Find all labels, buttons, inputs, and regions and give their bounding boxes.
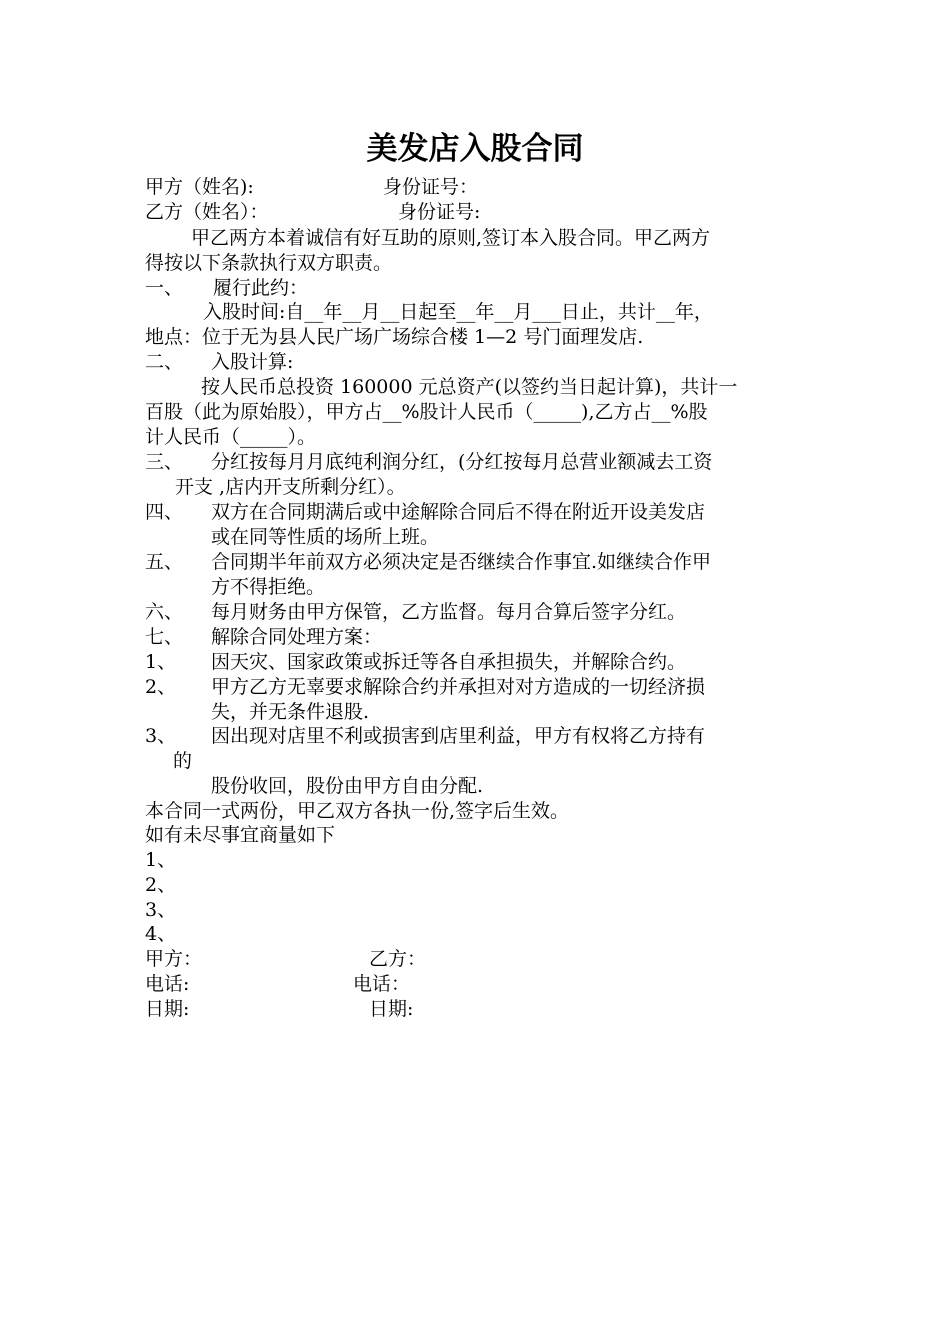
blank-item-2: 2、 bbox=[145, 874, 177, 896]
section-6-line-1: 每月财务由甲方保管，乙方监督。每月合算后签字分红。 bbox=[211, 601, 687, 623]
section-1-title: 履行此约： bbox=[213, 277, 309, 299]
section-1-time: 入股时间:自__年__月__日起至__年__月___日止，共计__年， bbox=[203, 301, 713, 323]
section-2-title: 入股计算: bbox=[211, 351, 294, 373]
party-a-name-label: 甲方（姓名): bbox=[145, 176, 254, 198]
phone-label-left: 电话: bbox=[145, 973, 190, 995]
section-2-number: 二、 bbox=[145, 351, 184, 373]
signature-party-b: 乙方： bbox=[369, 948, 427, 970]
item-3-line-2: 的 bbox=[173, 750, 193, 772]
section-3-number: 三、 bbox=[145, 451, 184, 473]
item-2-number: 2、 bbox=[145, 676, 177, 698]
item-1-line-1: 因天灾、国家政策或拆迁等各自承担损失，并解除合约。 bbox=[211, 651, 687, 673]
section-4-line-2: 或在同等性质的场所上班。 bbox=[211, 526, 440, 548]
item-2-line-2: 失，并无条件退股. bbox=[211, 701, 370, 723]
date-label-right: 日期: bbox=[369, 998, 414, 1020]
section-4-line-1: 双方在合同期满后或中途解除合同后不得在附近开设美发店 bbox=[211, 501, 706, 523]
item-1-number: 1、 bbox=[145, 651, 177, 673]
section-5-line-1: 合同期半年前双方必须决定是否继续合作事宜.如继续合作甲 bbox=[211, 551, 712, 573]
section-1-place: 地点：位于无为县人民广场广场综合楼 1—2 号门面理发店. bbox=[145, 326, 644, 348]
blank-item-1: 1、 bbox=[145, 849, 177, 871]
section-7-title: 解除合同处理方案： bbox=[211, 626, 383, 648]
closing-line-2: 如有未尽事宜商量如下 bbox=[145, 824, 336, 846]
section-6-number: 六、 bbox=[145, 601, 184, 623]
intro-line-1: 甲乙两方本着诚信有好互助的原则,签订本入股合同。甲乙两方 bbox=[191, 227, 711, 249]
party-b-id-label: 身份证号: bbox=[398, 201, 481, 223]
blank-item-3: 3、 bbox=[145, 899, 177, 921]
signature-party-a: 甲方： bbox=[145, 948, 203, 970]
item-3-line-3: 股份收回，股份由甲方自由分配. bbox=[211, 775, 484, 797]
party-b-name-label: 乙方（姓名）： bbox=[145, 201, 269, 223]
section-4-number: 四、 bbox=[145, 501, 184, 523]
section-2-line-2: 百股（此为原始股），甲方占__%股计人民币（_____),乙方占__%股 bbox=[145, 401, 708, 423]
section-3-line-2: 开支 ,店内开支所剩分红）。 bbox=[175, 476, 406, 498]
item-3-number: 3、 bbox=[145, 725, 177, 747]
section-7-number: 七、 bbox=[145, 626, 184, 648]
blank-item-4: 4、 bbox=[145, 923, 177, 945]
item-3-line-1: 因出现对店里不利或损害到店里利益，甲方有权将乙方持有 bbox=[211, 725, 706, 747]
section-3-line-1: 分红按每月月底纯利润分红，(分红按每月总营业额减去工资 bbox=[211, 451, 713, 473]
section-2-line-1: 按人民币总投资 160000 元总资产(以签约当日起计算)，共计一 bbox=[201, 376, 738, 398]
intro-line-2: 得按以下条款执行双方职责。 bbox=[145, 252, 393, 274]
item-2-line-1: 甲方乙方无辜要求解除合约并承担对对方造成的一切经济损 bbox=[211, 676, 706, 698]
closing-line-1: 本合同一式两份，甲乙双方各执一份,签字后生效。 bbox=[145, 800, 570, 822]
phone-label-right: 电话： bbox=[353, 973, 411, 995]
document-title: 美发店入股合同 bbox=[366, 131, 584, 167]
party-a-id-label: 身份证号： bbox=[383, 176, 479, 198]
section-5-number: 五、 bbox=[145, 551, 184, 573]
date-label-left: 日期: bbox=[145, 998, 190, 1020]
section-1-number: 一、 bbox=[145, 277, 184, 299]
section-5-line-2: 方不得拒绝。 bbox=[211, 576, 326, 598]
section-2-line-3: 计人民币（_____）。 bbox=[145, 426, 317, 448]
